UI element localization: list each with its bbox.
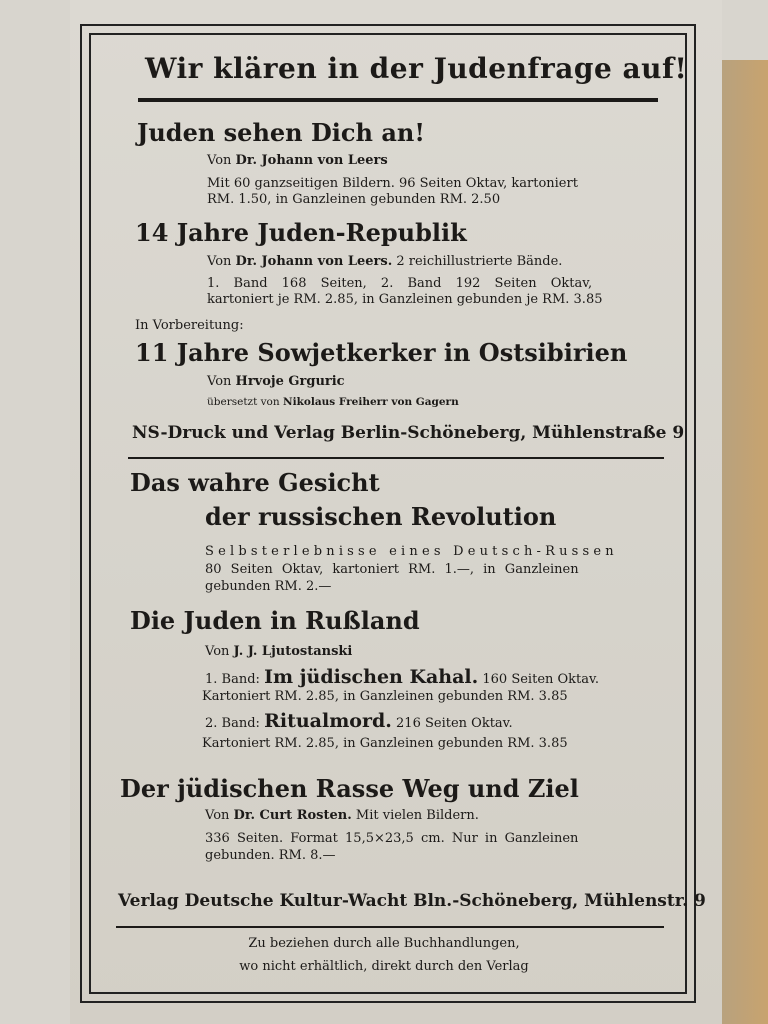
- author-line: [207, 374, 345, 389]
- volume-pages: 216 Seiten Oktav.: [396, 716, 513, 731]
- volume-line: [205, 710, 513, 732]
- publisher-line: NS-Druck und Verlag Berlin-Schöneberg, Mühlenstraße 9: [132, 423, 685, 443]
- author: Dr. Johann von Leers: [235, 153, 388, 168]
- details-line: 1. Band 168 Seiten, 2. Band 192 Seiten Oktav,: [207, 276, 593, 291]
- section-rule: [128, 457, 664, 459]
- background-card: [722, 60, 768, 1024]
- translated-by-label: übersetzt von: [207, 396, 280, 408]
- headline-rule: [138, 98, 658, 102]
- volume-label: 1. Band:: [205, 672, 260, 687]
- author-line: [205, 808, 479, 823]
- author-line: [205, 644, 352, 659]
- volume-pages: 160 Seiten Oktav.: [482, 672, 599, 687]
- book-title: Juden sehen Dich an!: [137, 118, 425, 147]
- details-line: gebunden RM. 2.—: [205, 579, 332, 594]
- headline: Wir klären in der Judenfrage auf!: [145, 52, 688, 85]
- book-title: 11 Jahre Sowjetkerker in Ostsibirien: [135, 338, 628, 367]
- volume-title: Im jüdischen Kahal.: [264, 666, 479, 688]
- author: Hrvoje Grguric: [235, 374, 345, 389]
- volume-label: 2. Band:: [205, 716, 260, 731]
- footer-line: wo nicht erhältlich, direkt durch den Verlag: [239, 959, 529, 974]
- volume-title: Ritualmord.: [264, 710, 392, 732]
- book-title: der russischen Revolution: [205, 502, 557, 531]
- subtitle: Selbsterlebnisse eines Deutsch-Russen: [205, 544, 618, 559]
- price-line: Kartoniert RM. 2.85, in Ganzleinen gebunden RM. 3.85: [202, 736, 568, 751]
- book-title: Die Juden in Rußland: [130, 606, 420, 635]
- translator-line: [207, 396, 459, 408]
- price-line: Kartoniert RM. 2.85, in Ganzleinen gebunden RM. 3.85: [202, 689, 568, 704]
- details-line: Mit 60 ganzseitigen Bildern. 96 Seiten Oktav, kartoniert: [207, 176, 578, 191]
- volume-line: [205, 666, 599, 688]
- by-label: Von: [205, 808, 230, 823]
- details-line: 80 Seiten Oktav, kartoniert RM. 1.—, in Ganzleinen: [205, 562, 579, 577]
- by-label: Von: [207, 374, 232, 389]
- extra: 2 reichillustrierte Bände.: [396, 254, 563, 269]
- book-title: 14 Jahre Juden-Republik: [135, 218, 467, 247]
- author: Dr. Johann von Leers.: [235, 254, 393, 269]
- upcoming-label: In Vorbereitung:: [135, 318, 244, 333]
- by-label: Von: [207, 153, 232, 168]
- author: Dr. Curt Rosten.: [233, 808, 352, 823]
- footer-line: Zu beziehen durch alle Buchhandlungen,: [248, 936, 520, 951]
- details-line: kartoniert je RM. 2.85, in Ganzleinen gebunden je RM. 3.85: [207, 292, 603, 307]
- author-line: [207, 254, 562, 269]
- book-title: Der jüdischen Rasse Weg und Ziel: [120, 774, 579, 803]
- author: J. J. Ljutostanski: [233, 644, 353, 659]
- details-line: 336 Seiten. Format 15,5×23,5 cm. Nur in Ganzleinen: [205, 831, 579, 846]
- footer-rule: [116, 926, 664, 928]
- by-label: Von: [207, 254, 232, 269]
- translator: Nikolaus Freiherr von Gagern: [283, 396, 459, 408]
- extra: Mit vielen Bildern.: [355, 808, 479, 823]
- book-title: Das wahre Gesicht: [130, 468, 380, 497]
- by-label: Von: [205, 644, 230, 659]
- author-line: [207, 153, 388, 168]
- publisher-line: Verlag Deutsche Kultur-Wacht Bln.-Schöneberg, Mühlenstr. 9: [118, 891, 706, 911]
- details-line: RM. 1.50, in Ganzleinen gebunden RM. 2.50: [207, 192, 501, 207]
- details-line: gebunden. RM. 8.—: [205, 848, 336, 863]
